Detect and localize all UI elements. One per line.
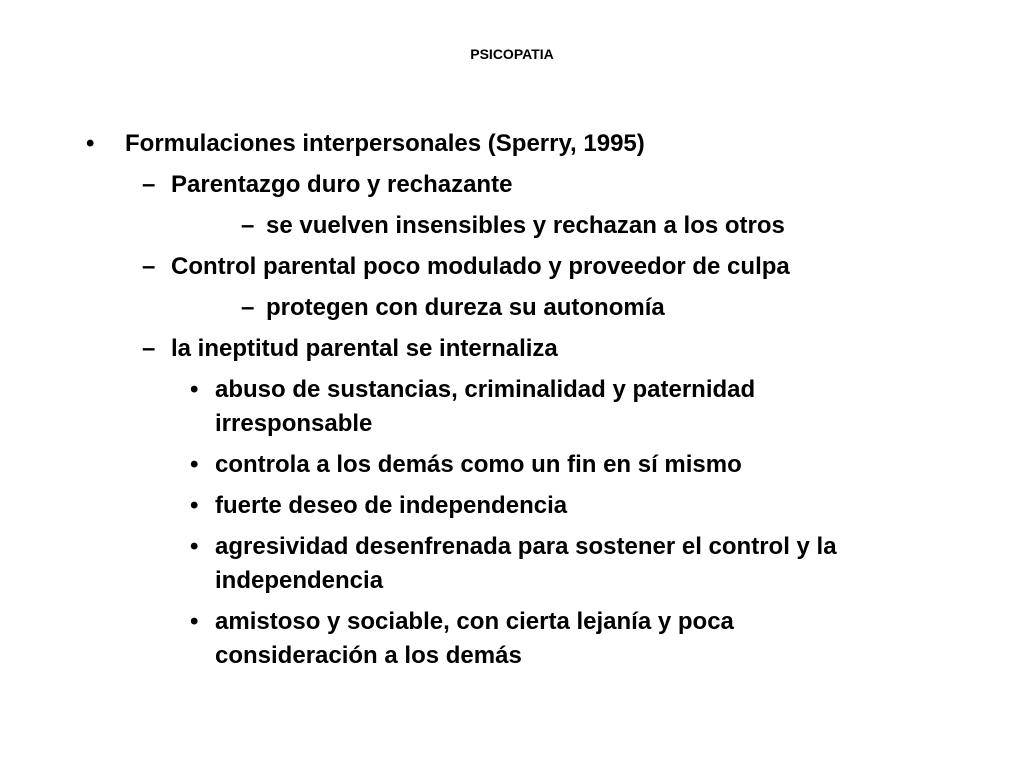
- bullet-text: protegen con dureza su autonomía: [266, 294, 665, 321]
- dash-marker: –: [142, 335, 156, 362]
- bullet-marker: •: [86, 130, 95, 157]
- slide-title: PSICOPATIA: [470, 46, 554, 62]
- bullet-text: Parentazgo duro y rechazante: [171, 171, 513, 198]
- bullet-marker: •: [190, 608, 199, 635]
- bullet-marker: •: [190, 533, 199, 560]
- bullet-text: amistoso y sociable, con cierta lejanía y poca consideración a los demás: [215, 608, 734, 669]
- dash-marker: –: [142, 171, 156, 198]
- bullet-marker: •: [190, 451, 199, 478]
- bullet-marker: •: [190, 492, 199, 519]
- bullet-text: Control parental poco modulado y proveedor de culpa: [171, 253, 790, 280]
- bullet-text: controla a los demás como un fin en sí mismo: [215, 451, 742, 478]
- bullet-text: la ineptitud parental se internaliza: [171, 335, 558, 362]
- dash-marker: –: [241, 294, 255, 321]
- bullet-text: fuerte deseo de independencia: [215, 492, 568, 519]
- bullet-text: agresividad desenfrenada para sostener el control y la independencia: [215, 533, 837, 594]
- bullet-marker: •: [190, 376, 199, 403]
- bullet-text: Formulaciones interpersonales (Sperry, 1995): [125, 130, 645, 157]
- dash-marker: –: [142, 253, 156, 280]
- bullet-text: abuso de sustancias, criminalidad y paternidad irresponsable: [215, 376, 756, 437]
- bullet-text: se vuelven insensibles y rechazan a los otros: [266, 212, 785, 239]
- dash-marker: –: [241, 212, 255, 239]
